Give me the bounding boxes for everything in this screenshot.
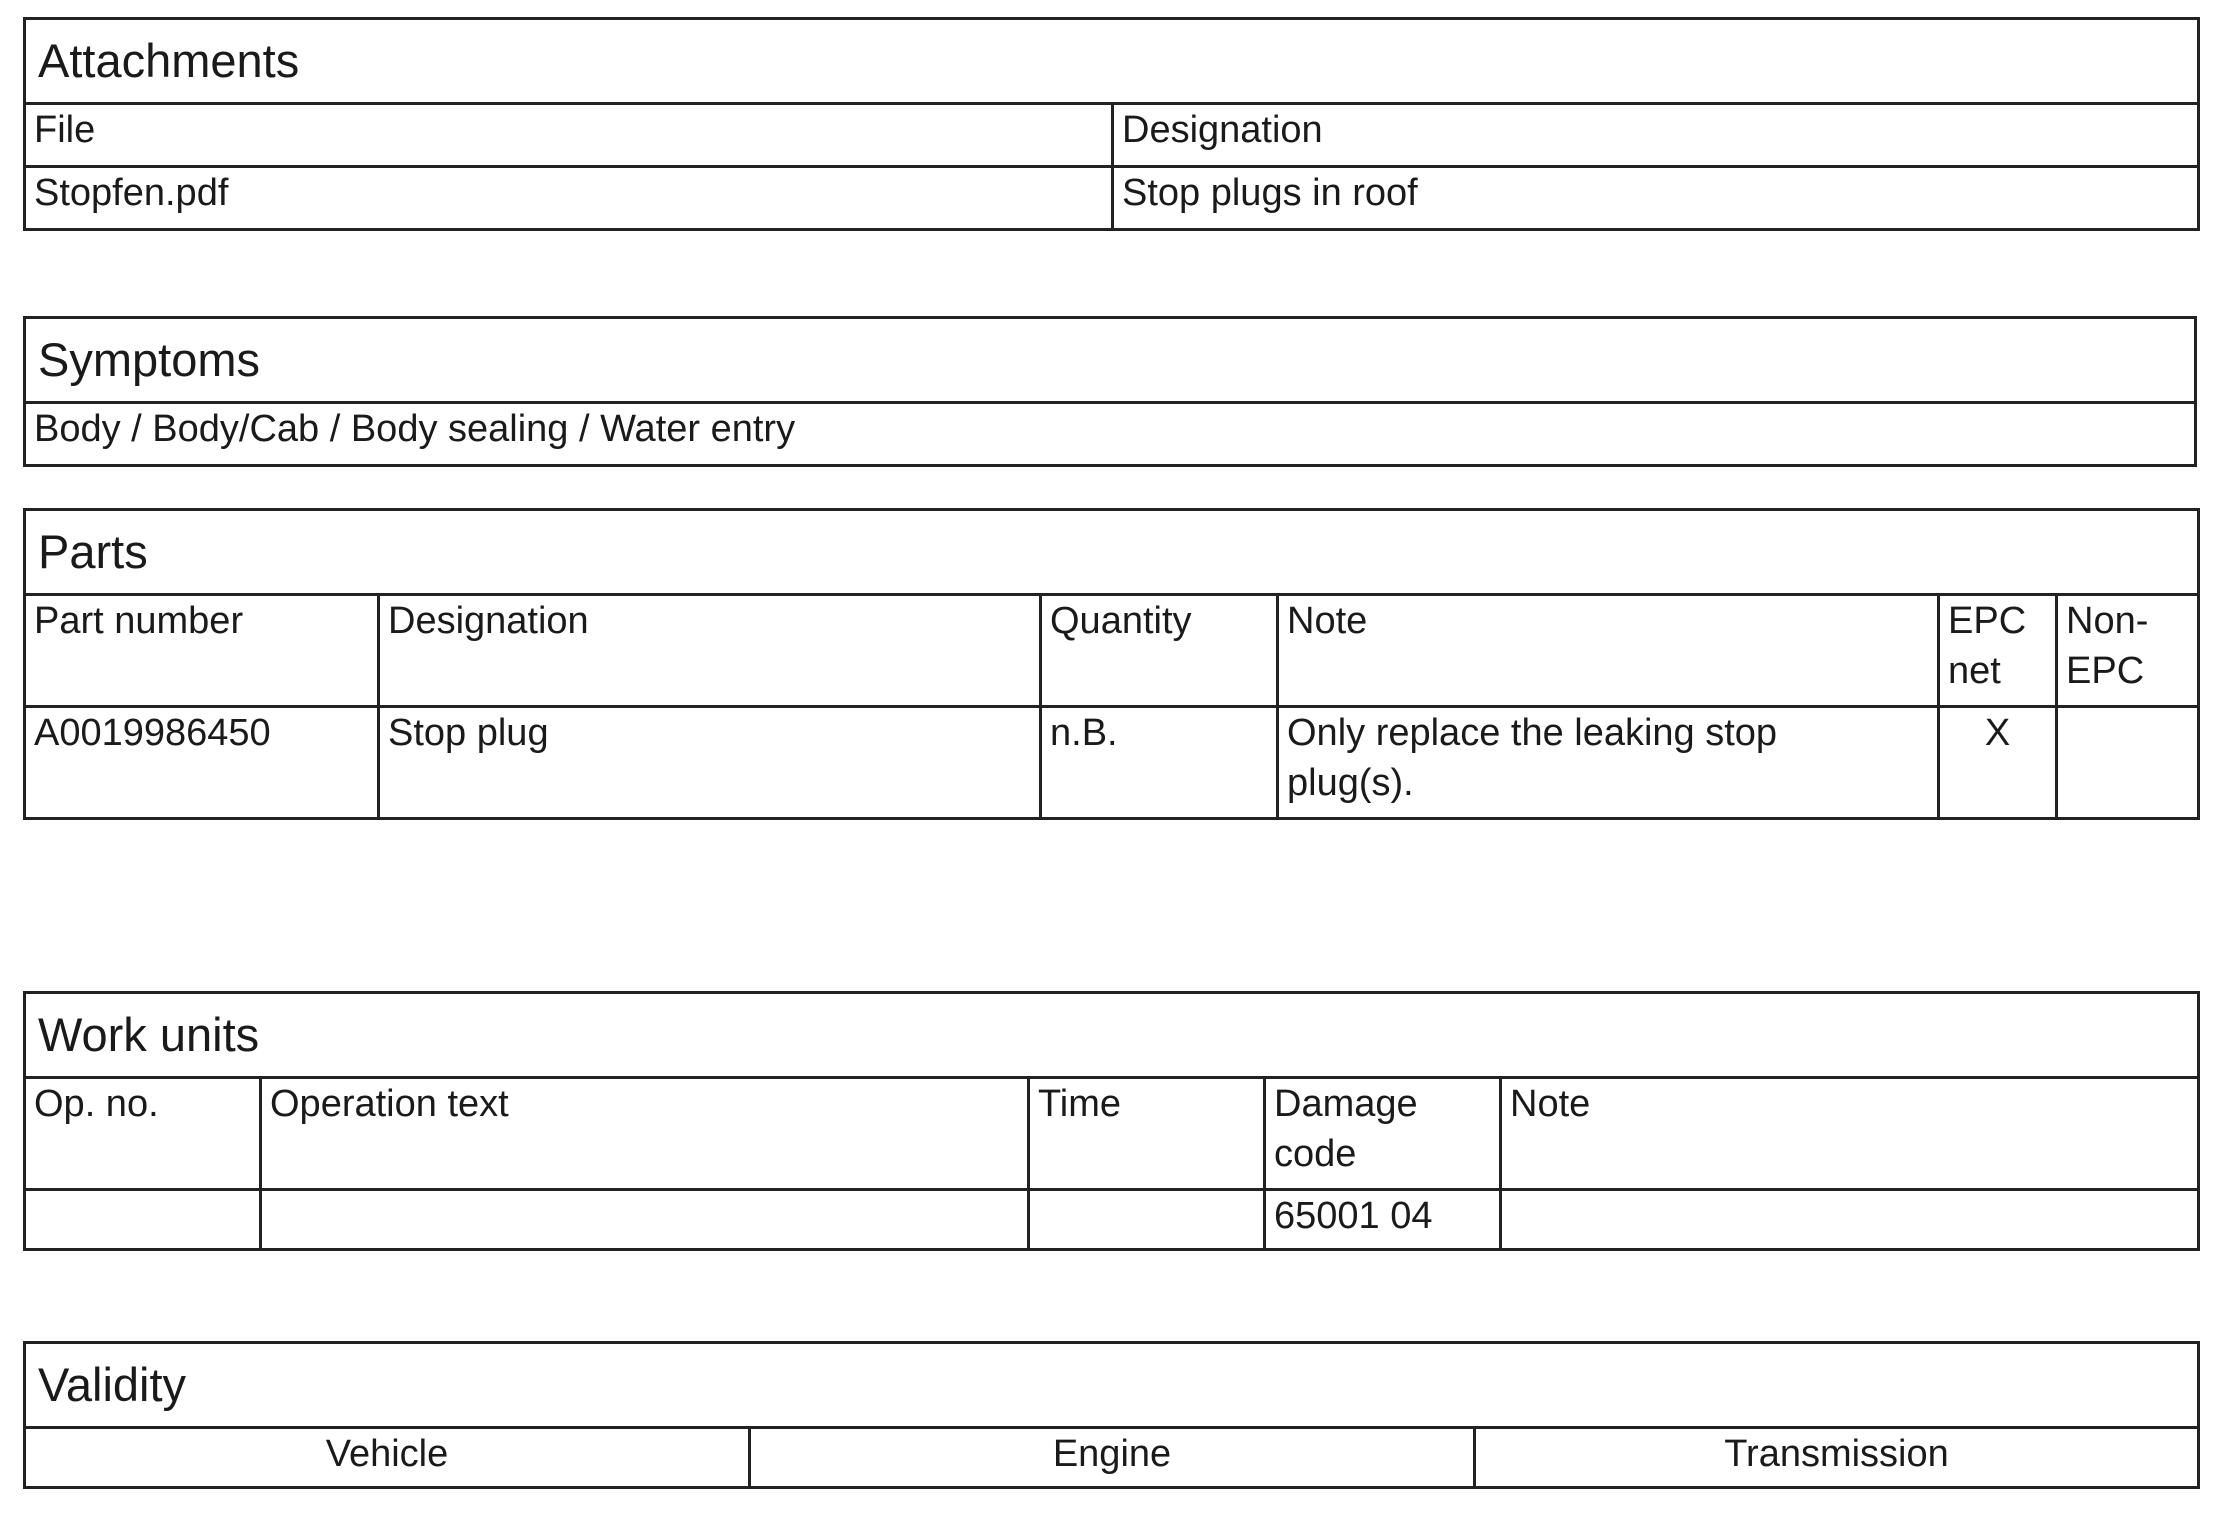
part-note: Only replace the leaking stop plug(s). (1278, 707, 1939, 819)
table-row (25, 167, 2199, 230)
header-epc-net: EPC net (1939, 595, 2057, 707)
work-time (1029, 1190, 1265, 1250)
header-part-number: Part number (25, 595, 379, 707)
work-operation-text (261, 1190, 1029, 1250)
header-non-epc: Non- EPC (2057, 595, 2199, 707)
work-units-title: Work units (25, 993, 2199, 1078)
header-designation: Designation (379, 595, 1041, 707)
part-non-epc (2057, 707, 2199, 819)
table-header-row (25, 595, 2199, 707)
parts-section (23, 508, 2197, 820)
header-vehicle: Vehicle (25, 1428, 750, 1488)
table-header-row (25, 1078, 2199, 1190)
table-row (25, 1190, 2199, 1250)
header-time: Time (1029, 1078, 1265, 1190)
header-operation-text: Operation text (261, 1078, 1029, 1190)
parts-title: Parts (25, 510, 2199, 595)
attachment-designation: Stop plugs in roof (1113, 167, 2199, 230)
header-damage-code: Damage code (1265, 1078, 1501, 1190)
header-note: Note (1501, 1078, 2199, 1190)
parts-table (23, 508, 2200, 820)
work-units-table (23, 991, 2200, 1251)
work-op-no (25, 1190, 261, 1250)
part-epc-net-mark: X (1939, 707, 2057, 819)
part-number: A0019986450 (25, 707, 379, 819)
header-engine: Engine (750, 1428, 1475, 1488)
header-quantity: Quantity (1041, 595, 1278, 707)
header-transmission: Transmission (1475, 1428, 2199, 1488)
work-note (1501, 1190, 2199, 1250)
attachment-file-link[interactable]: Stopfen.pdf (25, 167, 1113, 230)
header-note: Note (1278, 595, 1939, 707)
attachments-table (23, 17, 2200, 231)
header-file: File (25, 104, 1113, 167)
attachments-section (23, 17, 2197, 231)
table-row (25, 403, 2196, 466)
table-header-row (25, 104, 2199, 167)
header-designation: Designation (1113, 104, 2199, 167)
table-row (25, 707, 2199, 819)
validity-section (23, 1341, 2197, 1489)
validity-title: Validity (25, 1343, 2199, 1428)
part-designation: Stop plug (379, 707, 1041, 819)
symptoms-table (23, 316, 2197, 467)
symptoms-title: Symptoms (25, 318, 2196, 403)
symptom-path: Body / Body/Cab / Body sealing / Water entry (25, 403, 2196, 466)
header-op-no: Op. no. (25, 1078, 261, 1190)
part-quantity: n.B. (1041, 707, 1278, 819)
validity-table (23, 1341, 2200, 1489)
work-damage-code: 65001 04 (1265, 1190, 1501, 1250)
work-units-section (23, 991, 2197, 1251)
symptoms-section (23, 316, 2197, 467)
attachments-title: Attachments (25, 19, 2199, 104)
table-header-row (25, 1428, 2199, 1488)
